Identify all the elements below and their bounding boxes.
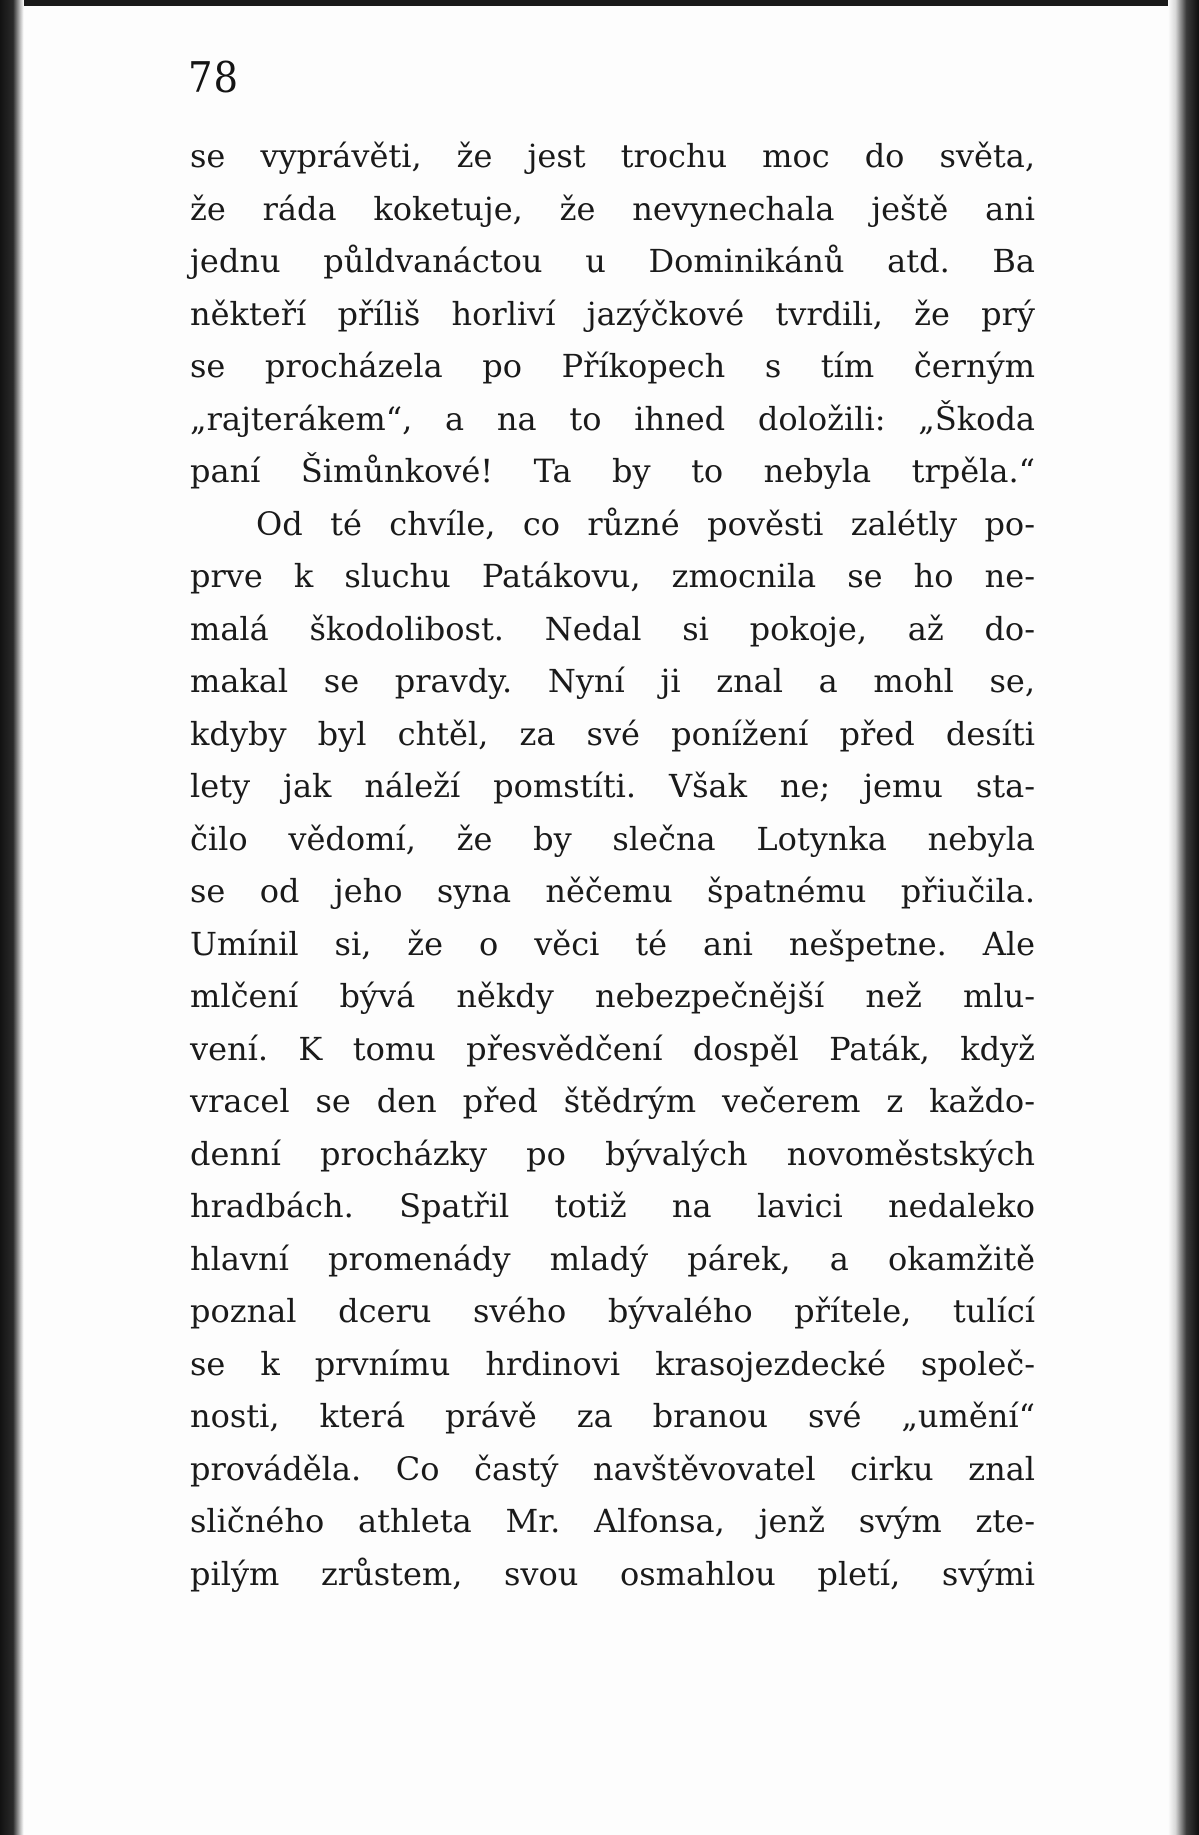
text-line: hlavní promenády mladý párek, a okamžitě xyxy=(190,1239,1035,1278)
text-line: se k prvnímu hrdinovi krasojezdecké společ- xyxy=(190,1344,1035,1383)
text-line: „rajterákem“, a na to ihned doložili: „Škoda xyxy=(190,399,1035,438)
text-line: nosti, která právě za branou své „umění“ xyxy=(190,1397,1035,1435)
text-line: malá škodolibost. Nedal si pokoje, až do- xyxy=(190,609,1035,648)
text-line: lety jak náleží pomstíti. Však ne; jemu sta- xyxy=(190,767,1035,805)
text-line: poznal dceru svého bývalého přítele, tulící xyxy=(190,1292,1035,1330)
page-number: 78 xyxy=(188,53,240,102)
text-line: Umínil si, že o věci té ani nešpetne. Ale xyxy=(190,924,1035,963)
text-line: denní procházky po bývalých novoměstských xyxy=(190,1134,1035,1173)
text-line: prováděla. Co častý navštěvovatel cirku znal xyxy=(190,1449,1035,1488)
text-line: jednu půldvanáctou u Dominikánů atd. Ba xyxy=(190,242,1035,280)
text-line: makal se pravdy. Nyní ji znal a mohl se, xyxy=(190,662,1035,700)
body-text xyxy=(190,130,1035,1600)
text-line: že ráda koketuje, že nevynechala ještě ani xyxy=(190,189,1035,228)
text-line: pilým zrůstem, svou osmahlou pletí, svými xyxy=(190,1554,1035,1593)
text-line: někteří příliš horliví jazýčkové tvrdili, že prý xyxy=(190,294,1035,333)
text-line: vení. K tomu přesvědčení dospěl Paták, když xyxy=(190,1029,1035,1068)
text-line: prve k sluchu Patákovu, zmocnila se ho ne- xyxy=(190,557,1035,595)
text-line: se vyprávěti, že jest trochu moc do světa, xyxy=(190,137,1035,175)
text-line: se od jeho syna něčemu špatnému přiučila. xyxy=(190,872,1035,910)
scan-left-edge xyxy=(0,0,24,1835)
text-line: Od té chvíle, co různé pověsti zalétly po- xyxy=(256,504,1035,543)
text-line: čilo vědomí, že by slečna Lotynka nebyla xyxy=(190,819,1035,858)
text-line: kdyby byl chtěl, za své ponížení před desíti xyxy=(190,714,1035,753)
text-line: sličného athleta Mr. Alfonsa, jenž svým zte- xyxy=(190,1502,1035,1540)
text-line: paní Šimůnkové! Ta by to nebyla trpěla.“ xyxy=(190,452,1035,490)
text-line: vracel se den před štědrým večerem z každo- xyxy=(190,1082,1035,1120)
text-line: se procházela po Příkopech s tím černým xyxy=(190,347,1035,385)
text-line: mlčení bývá někdy nebezpečnější než mlu- xyxy=(190,977,1035,1015)
text-line: hradbách. Spatřil totiž na lavici nedaleko xyxy=(190,1187,1035,1225)
scan-right-shadow xyxy=(1168,0,1199,1835)
